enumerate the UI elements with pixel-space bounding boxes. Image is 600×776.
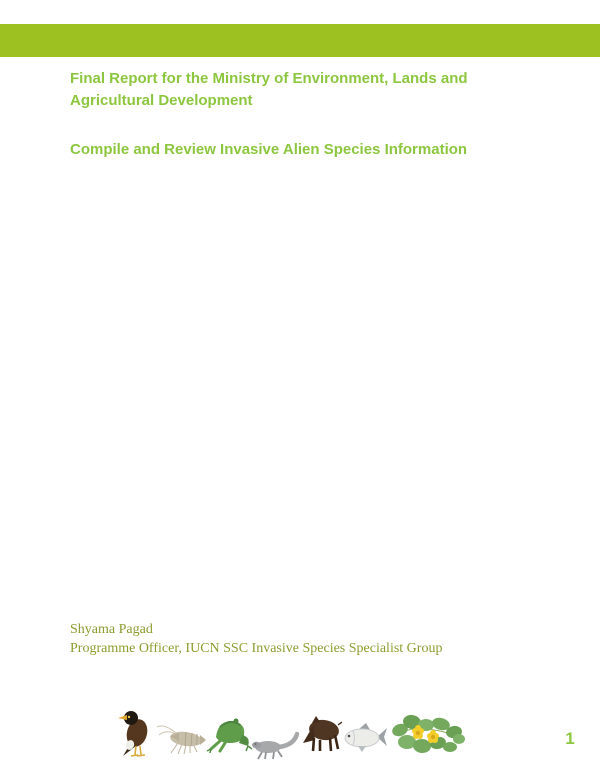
species-image-strip bbox=[116, 702, 468, 760]
author-role: Programme Officer, IUCN SSC Invasive Species Specialist Group bbox=[70, 641, 443, 656]
header-bar bbox=[0, 24, 600, 57]
frog-image bbox=[206, 713, 252, 753]
myna-bird-image bbox=[116, 708, 156, 760]
wild-boar-image bbox=[300, 713, 342, 755]
lizard-image bbox=[252, 730, 300, 760]
report-subtitle: Compile and Review Invasive Alien Species Information bbox=[70, 141, 468, 158]
fish-image bbox=[342, 721, 388, 753]
report-title: Final Report for the Ministry of Environment, Lands and Agricultural Development bbox=[70, 70, 468, 109]
page-number: 1 bbox=[565, 729, 575, 748]
water-plant-image bbox=[388, 712, 468, 760]
author-block bbox=[70, 620, 442, 658]
crayfish-image bbox=[156, 721, 206, 757]
title-block bbox=[70, 68, 550, 161]
author-name: Shyama Pagad bbox=[70, 622, 153, 637]
